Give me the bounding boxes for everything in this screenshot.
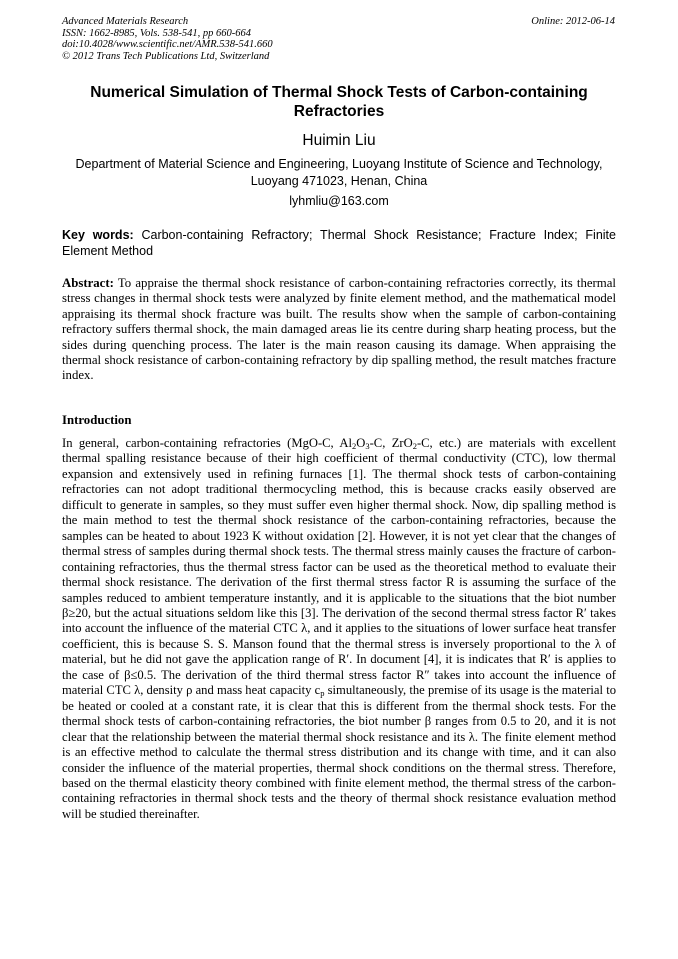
subscript-2-b: 2 — [412, 441, 417, 451]
issn-line: ISSN: 1662-8985, Vols. 538-541, pp 660-664 — [62, 27, 251, 39]
journal-header — [62, 16, 273, 62]
online-date: Online: 2012-06-14 — [531, 16, 615, 27]
subscript-p: p — [320, 688, 325, 699]
keywords-label: Key words: — [62, 228, 134, 242]
keywords — [62, 228, 616, 259]
author-email: lyhmliu@163.com — [289, 194, 389, 208]
intro-text-o: O — [356, 436, 366, 450]
abstract-label: Abstract: — [62, 276, 114, 290]
intro-text-2: -C, etc.) are materials with excellent thermal spalling resistance because of their high coefficient of thermal conductivity (CTC), low thermal expansion and extensively used in refining furnaces [1]. The thermal shock tests of carbon-containing refractories can not adopt traditional thermocycling method, this is because cracks easily observed are difficult to generate in samples, so they must suffer even higher thermal shock. Now, dip spalling method is the main method to test the thermal shock resistance of the carbon-containing refractories, because the samples can be heated to about 1923 K without oxidation [2]. However, it is not yet clear that the changes of thermal stress of samples during thermal shock tests. The thermal stress mainly causes the fracture of carbon-containing refractories, thus the thermal stress factor can be used as the theoretical method to evaluate their thermal shock resistance. The derivation of the first thermal stress factor R is assuming the surface of the samples reduced to ambient temperature instantly, and it is applicable to the situations that the biot number β≥20, but the actual situations seldom like this [3]. The derivation of the second thermal stress factor R′ takes into account the influence of the material CTC λ, and it applies to the situations of lower surface heat transfer coefficient, this is because S. S. Manson found that the thermal stress is inversely proportional to the λ of material, but he did not gave the application range of R′. In document [4], it is indicates that R′ is applies to the case of β≤0.5. The derivation of the third thermal stress factor R″ takes into account the influence of material CTC λ, density ρ and mass heat capacity c — [62, 436, 616, 698]
paper-title: Numerical Simulation of Thermal Shock Tests of Carbon-containing Refractories — [90, 84, 588, 120]
author-affiliation: Department of Material Science and Engineering, Luoyang Institute of Science and Technology, Luoyang 471023, Henan, China — [75, 157, 603, 188]
journal-name: Advanced Materials Research — [62, 16, 189, 27]
author-name: Huimin Liu — [302, 132, 376, 149]
abstract-text: To appraise the thermal shock resistance of carbon-containing refractories correctly, its thermal stress changes in thermal shock tests were analyzed by finite element method, and the mathematical model appraising its thermal shock fracture was built. The results show when the sample of carbon-containing refractory suffers thermal shock, the main damaged areas lie its centre during sharp heating process, but the sides during quenching process. The later is the main reason causing its damage. When appraising the thermal shock resistance of carbon-containing refractory by dip spalling method, the result matches fracture index. — [62, 276, 616, 383]
introduction-paragraph — [62, 436, 616, 822]
subscript-3: 3 — [365, 441, 370, 451]
section-heading-introduction: Introduction — [62, 413, 132, 427]
copyright-line: © 2012 Trans Tech Publications Ltd, Switzerland — [62, 50, 270, 62]
keywords-text: Carbon-containing Refractory; Thermal Shock Resistance; Fracture Index; Finite Element Method — [62, 228, 616, 258]
intro-text-1: In general, carbon-containing refractories (MgO-C, Al — [62, 436, 352, 450]
intro-text-zro: -C, ZrO — [369, 436, 413, 450]
doi-line: doi:10.4028/www.scientific.net/AMR.538-541.660 — [62, 39, 273, 50]
subscript-2-a: 2 — [351, 441, 357, 451]
intro-text-3: simultaneously, the premise of its usage is the material to be heated or cooled at a constant rate, it is clear that this is different from the thermal shock tests. For the thermal shock tests of carbon-containing refractories, the biot number β ranges from 0.5 to 20, and it is not clear that the relationship between the material thermal shock resistance and its λ. The finite element method is an effective method to calculate the thermal stress distribution and its change with time, and it can also consider the influence of the material properties, thermal shock conditions on the thermal stress. Therefore, based on the thermal elasticity theory combined with finite element method, the thermal stress of the carbon-containing refractories in thermal shock tests and the theory of thermal shock resistance evaluation method will be studied thereinafter. — [62, 683, 616, 821]
abstract — [62, 276, 616, 384]
